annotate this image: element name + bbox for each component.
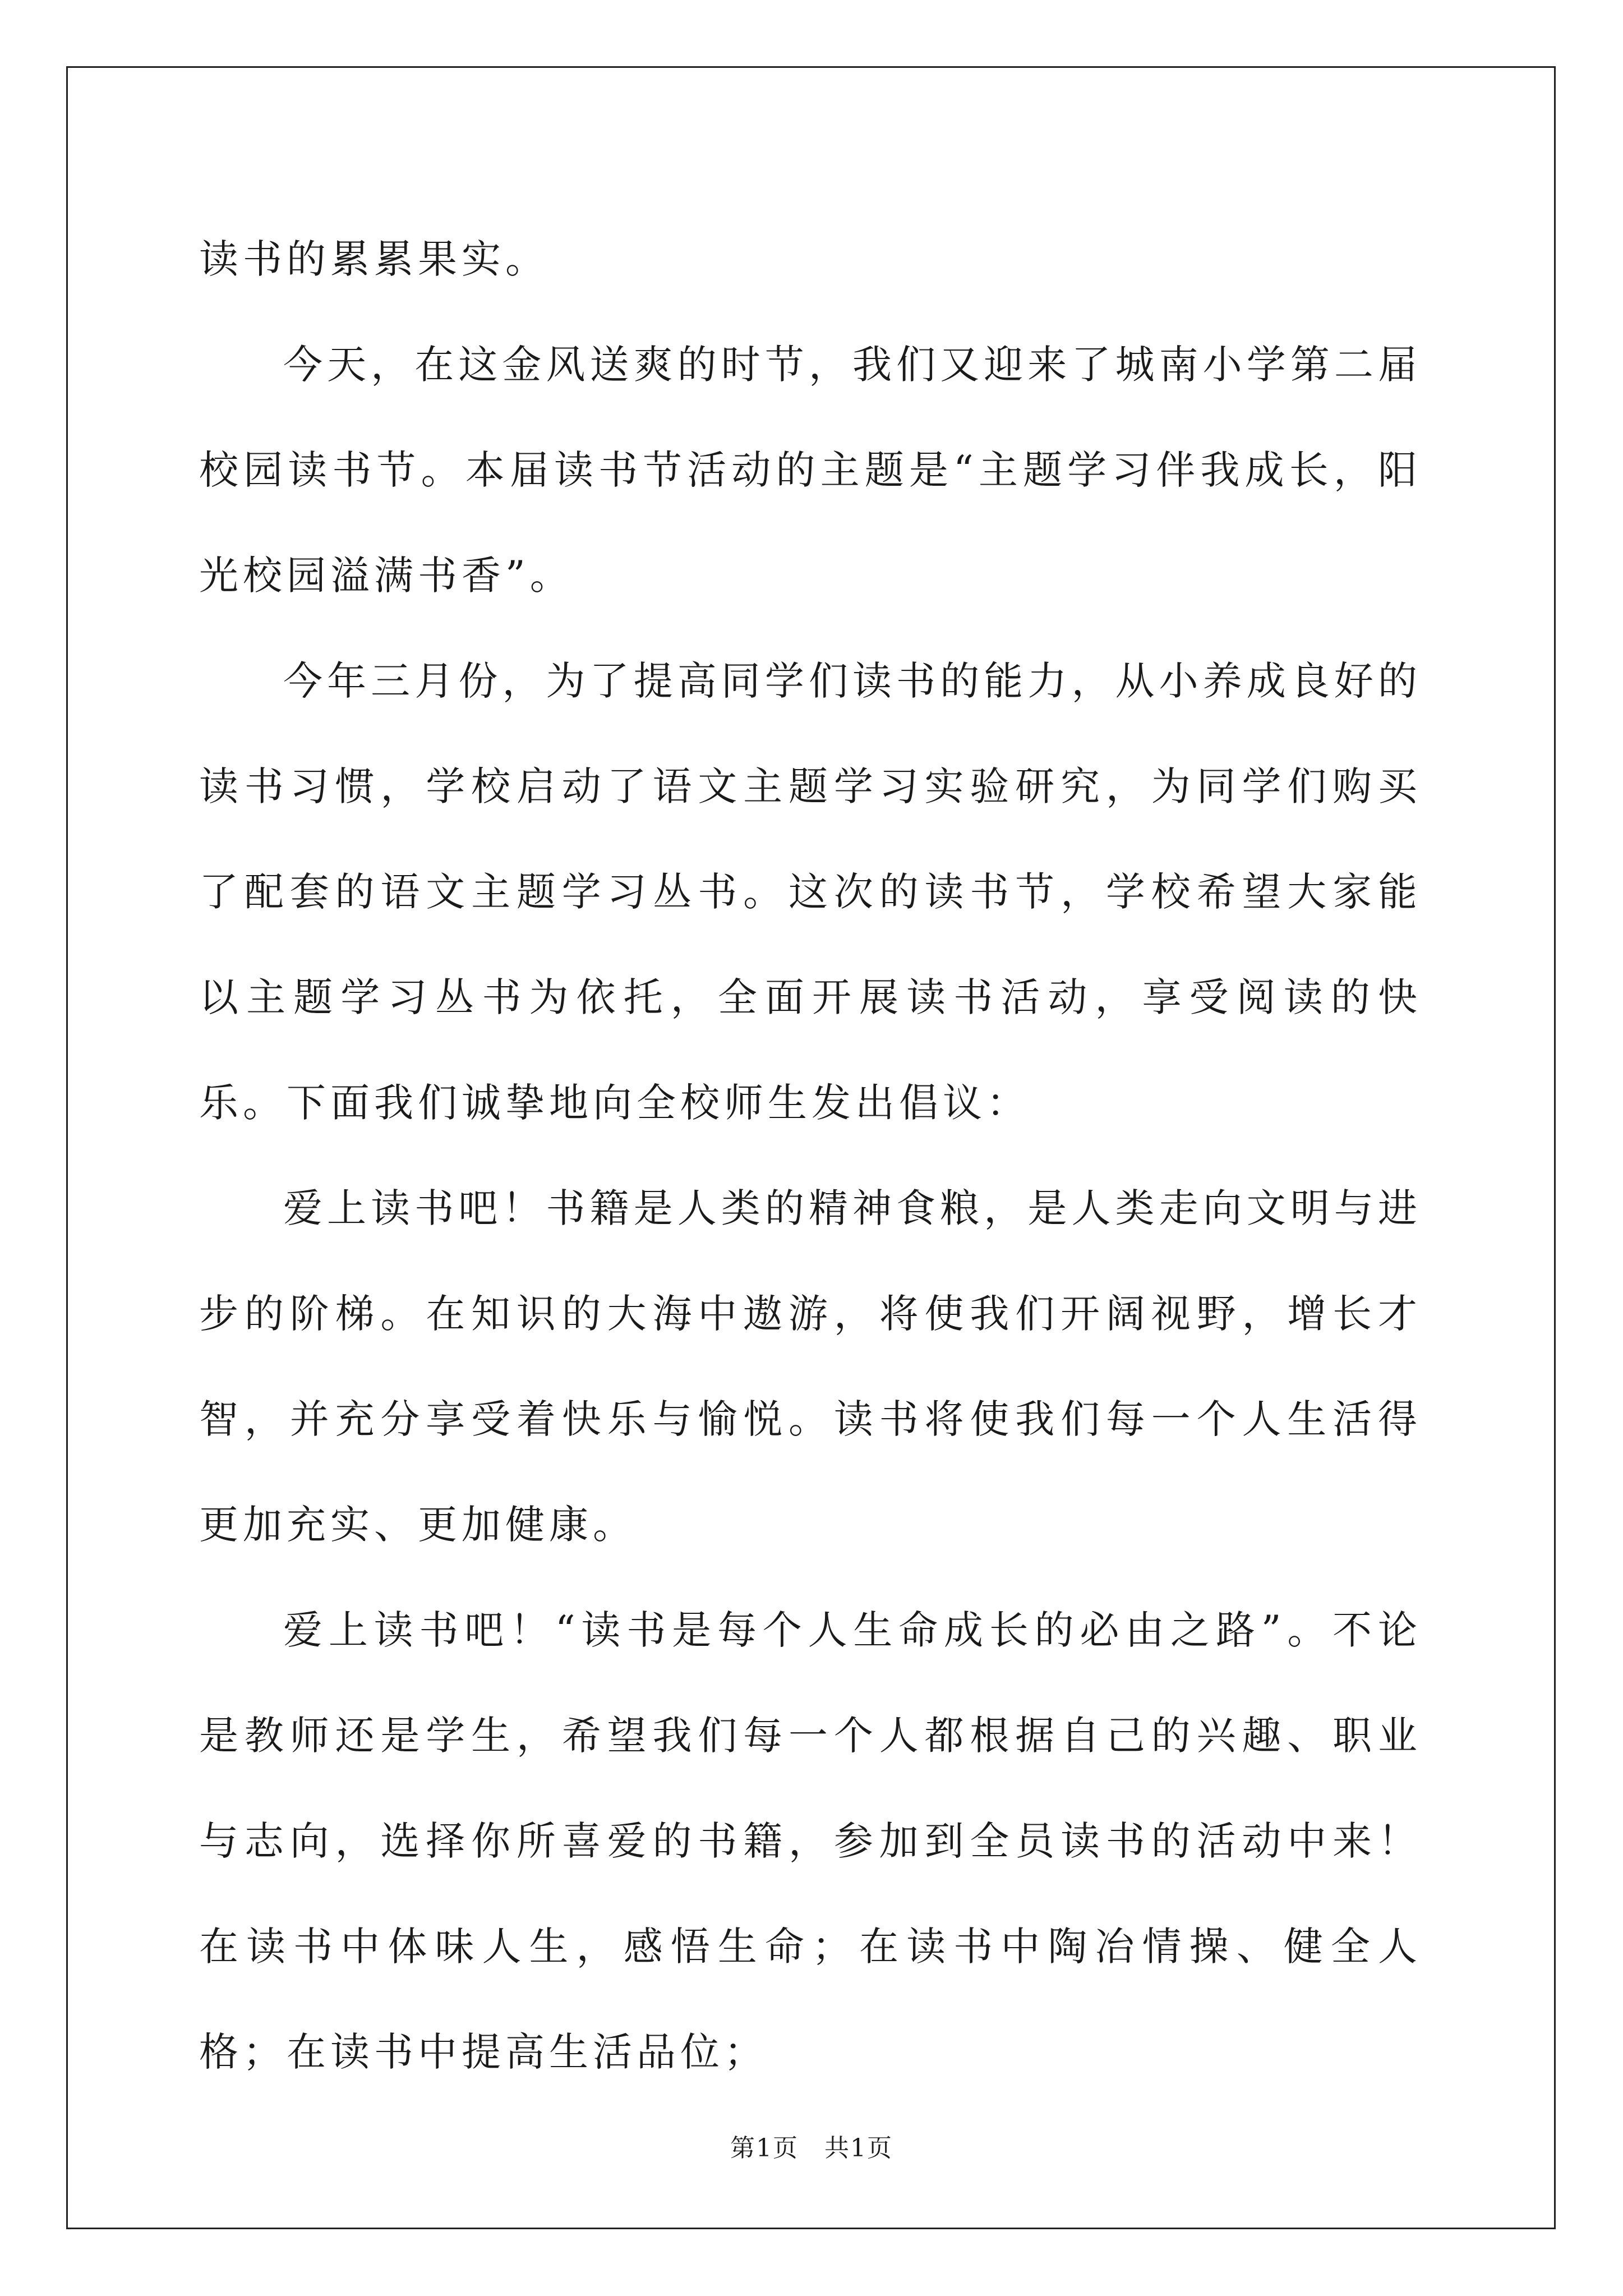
paragraph-2: 今天，在这金风送爽的时节，我们又迎来了城南小学第二届校园读书节。本届读书节活动的主题是“主题学习伴我成长，阳光校园溢满书香”。 <box>199 342 1422 599</box>
page-footer: 第1页 共1页 <box>730 2134 893 2162</box>
paragraph-1: 读书的累累果实。 <box>199 236 549 282</box>
document-body <box>199 206 1422 2105</box>
paragraph-5: 爱上读书吧！“读书是每个人生命成长的必由之路”。不论是教师还是学生，希望我们每一个人都根据自己的兴趣、职业与志向，选择你所喜爱的书籍，参加到全员读书的活动中来！在读书中体味人生，感悟生命；在读书中陶冶情操、健全人格；在读书中提高生活品位； <box>199 1607 1422 2075</box>
paragraph-3: 今年三月份，为了提高同学们读书的能力，从小养成良好的读书习惯，学校启动了语文主题学习实验研究，为同学们购买了配套的语文主题学习丛书。这次的读书节，学校希望大家能以主题学习丛书为依托，全面开展读书活动，享受阅读的快乐。下面我们诚挚地向全校师生发出倡议： <box>199 658 1422 1126</box>
paragraph-4: 爱上读书吧！书籍是人类的精神食粮，是人类走向文明与进步的阶梯。在知识的大海中遨游，将使我们开阔视野，增长才智，并充分享受着快乐与愉悦。读书将使我们每一个人生活得更加充实、更加健康。 <box>199 1185 1422 1548</box>
